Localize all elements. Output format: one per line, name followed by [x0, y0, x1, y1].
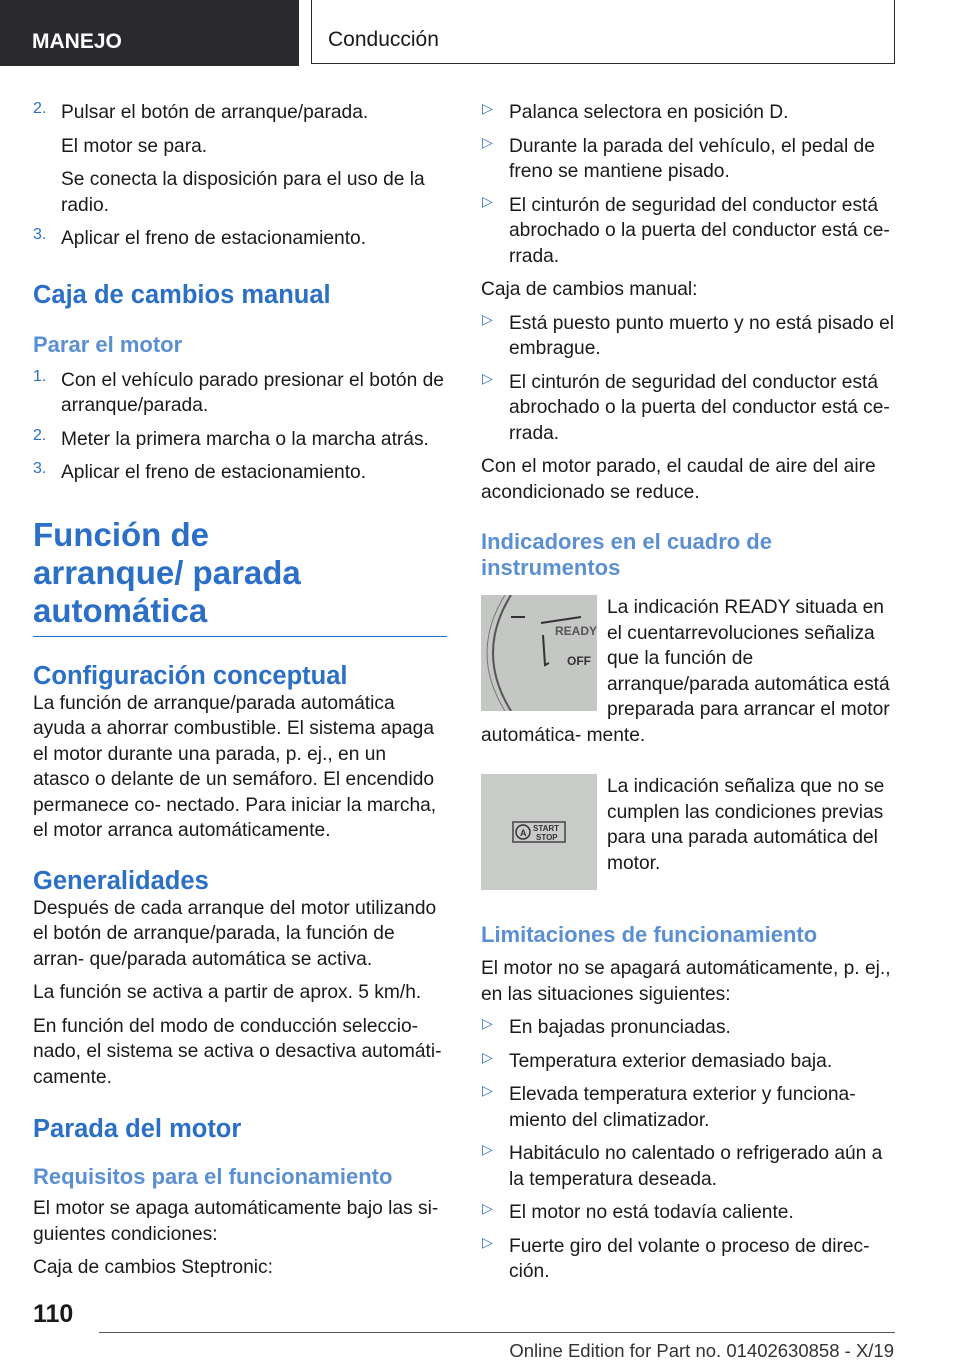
list-text: El cinturón de seguridad del conductor está abrochado o la puerta del conductor está ce- rrada.: [509, 194, 890, 267]
list-number: 1.: [33, 367, 47, 385]
list-text: Fuerte giro del volante o proceso de direc- ción.: [509, 1235, 870, 1282]
ready-text: La indicación READY situada en el cuentarrevoluciones señaliza que la función de arranque/parada automática está preparada para arrancar el motor automática- mente.: [481, 597, 890, 746]
heading-parada: Parada del motor: [33, 1115, 242, 1143]
triangle-bullet-icon: ▷: [482, 133, 493, 150]
list-item: [481, 1015, 897, 1041]
heading-rule: [33, 636, 447, 637]
heading-general: Generalidades: [33, 866, 209, 895]
startstop-indicator-image: [481, 774, 597, 890]
config-paragraph: La función de arranque/parada automática ayuda a ahorrar combustible. El sistema apaga el motor durante una parada, p. ej., en un atasco o delante de un semáforo. El encendido permanece co- nectado. Para iniciar la marcha, el motor arranca automáticamente.: [33, 692, 437, 841]
list-item: [33, 368, 447, 419]
triangle-bullet-icon: ▷: [482, 1015, 493, 1031]
list-text: Palanca selectora en posición D.: [509, 102, 789, 123]
list-text: Con el vehículo parado presionar el botón de arranque/parada.: [61, 369, 444, 416]
req-paragraph-1: El motor se apaga automáticamente bajo las si- guientes condiciones:: [33, 1198, 439, 1245]
edition-text: Online Edition for Part no. 01402630858 - X/19: [509, 1340, 894, 1361]
list-item: [481, 311, 897, 362]
list-text: En bajadas pronunciadas.: [509, 1017, 731, 1038]
req-paragraph-2: Caja de cambios Steptronic:: [33, 1257, 273, 1278]
start-label: START: [533, 824, 560, 833]
list-item: [33, 427, 447, 453]
triangle-bullet-icon: ▷: [482, 369, 493, 386]
list-item: [481, 193, 897, 270]
triangle-bullet-icon: ▷: [482, 100, 493, 116]
general-paragraph-3: En función del modo de conducción seleccio- nado, el sistema se activa o desactiva automáti- camente.: [33, 1015, 442, 1088]
triangle-bullet-icon: ▷: [482, 1233, 493, 1250]
startstop-indicator-block: [481, 774, 897, 892]
stop-label: STOP: [536, 833, 558, 842]
list-item: [481, 134, 897, 185]
list-item: [33, 226, 447, 252]
list-number: 2.: [33, 100, 47, 117]
ready-indicator-image: [481, 595, 597, 711]
list-item: [33, 100, 447, 126]
list-text: Aplicar el freno de estacionamiento.: [61, 228, 367, 249]
list-text: Meter la primera marcha o la marcha atrás.: [61, 428, 429, 450]
heading-indicadores: Indicadores en el cuadro de instrumentos: [481, 529, 772, 580]
startstop-text: La indicación señaliza que no se cumplen las condiciones previas para una parada automática del motor.: [607, 776, 885, 874]
heading-parar: Parar el motor: [33, 331, 183, 357]
list-text: Aplicar el freno de estacionamiento.: [61, 462, 367, 483]
off-label: OFF: [567, 654, 591, 668]
indent-line: El motor se para.: [61, 135, 208, 157]
list-item: [481, 100, 897, 126]
chapter-title: Conducción: [311, 0, 895, 64]
list-text: El cinturón de seguridad del conductor está abrochado o la puerta del conductor está ce- rrada.: [509, 371, 890, 444]
list-number: 3.: [33, 460, 47, 477]
heading-funcion: Función de arranque/ parada automática: [33, 515, 301, 629]
list-text: Temperatura exterior demasiado baja.: [509, 1050, 833, 1072]
indent-text: [33, 134, 447, 160]
list-text: Está puesto punto muerto y no está pisado el embrague.: [509, 312, 895, 359]
heading-manual: Caja de cambios manual: [33, 280, 331, 309]
list-text: Pulsar el botón de arranque/parada.: [61, 102, 369, 123]
ready-indicator-block: [481, 595, 897, 748]
indent-text: [33, 167, 447, 218]
triangle-bullet-icon: ▷: [482, 310, 493, 327]
svg-text:A: A: [520, 828, 527, 838]
list-text: Elevada temperatura exterior y funciona- miento del climatizador.: [509, 1084, 856, 1131]
list-item: [33, 460, 447, 486]
list-item: [481, 1049, 897, 1075]
list-item: [481, 1082, 897, 1133]
general-paragraph-1: Después de cada arranque del motor utilizando el botón de arranque/parada, la función de arran- que/parada automática se activa.: [33, 897, 437, 970]
aire-paragraph: Con el motor parado, el caudal de aire del aire acondicionado se reduce.: [481, 456, 876, 503]
list-item: [481, 1141, 897, 1192]
triangle-bullet-icon: ▷: [482, 1200, 493, 1216]
page-number: 110: [33, 1300, 74, 1328]
footer-rule: [99, 1332, 895, 1333]
list-item: [481, 370, 897, 447]
heading-config: Configuración conceptual: [33, 661, 348, 690]
ready-label: READY: [555, 624, 597, 638]
triangle-bullet-icon: ▷: [482, 1082, 493, 1098]
list-text: El motor no está todavía caliente.: [509, 1202, 794, 1223]
right-column: [481, 100, 897, 1293]
list-item: [481, 1234, 897, 1285]
heading-limitaciones: Limitaciones de funcionamiento: [481, 922, 818, 947]
indent-line: Se conecta la disposición para el uso de la radio.: [61, 169, 425, 216]
list-text: Habitáculo no calentado o refrigerado aún a la temperatura deseada.: [509, 1143, 883, 1190]
heading-requisitos: Requisitos para el funcionamiento: [33, 1164, 393, 1189]
general-paragraph-2: La función se activa a partir de aprox. 5 km/h.: [33, 982, 422, 1003]
triangle-bullet-icon: ▷: [482, 192, 493, 209]
left-column: [33, 100, 447, 1289]
list-item: [481, 1200, 897, 1226]
triangle-bullet-icon: ▷: [482, 1141, 493, 1157]
list-number: 3.: [33, 226, 47, 243]
manual-label: Caja de cambios manual:: [481, 279, 698, 300]
list-number: 2.: [33, 426, 47, 444]
lim-paragraph: El motor no se apagará automáticamente, p. ej., en las situaciones siguientes:: [481, 958, 891, 1005]
triangle-bullet-icon: ▷: [482, 1048, 493, 1065]
section-tab: MANEJO: [0, 0, 299, 66]
list-text: Durante la parada del vehículo, el pedal de freno se mantiene pisado.: [509, 135, 875, 182]
